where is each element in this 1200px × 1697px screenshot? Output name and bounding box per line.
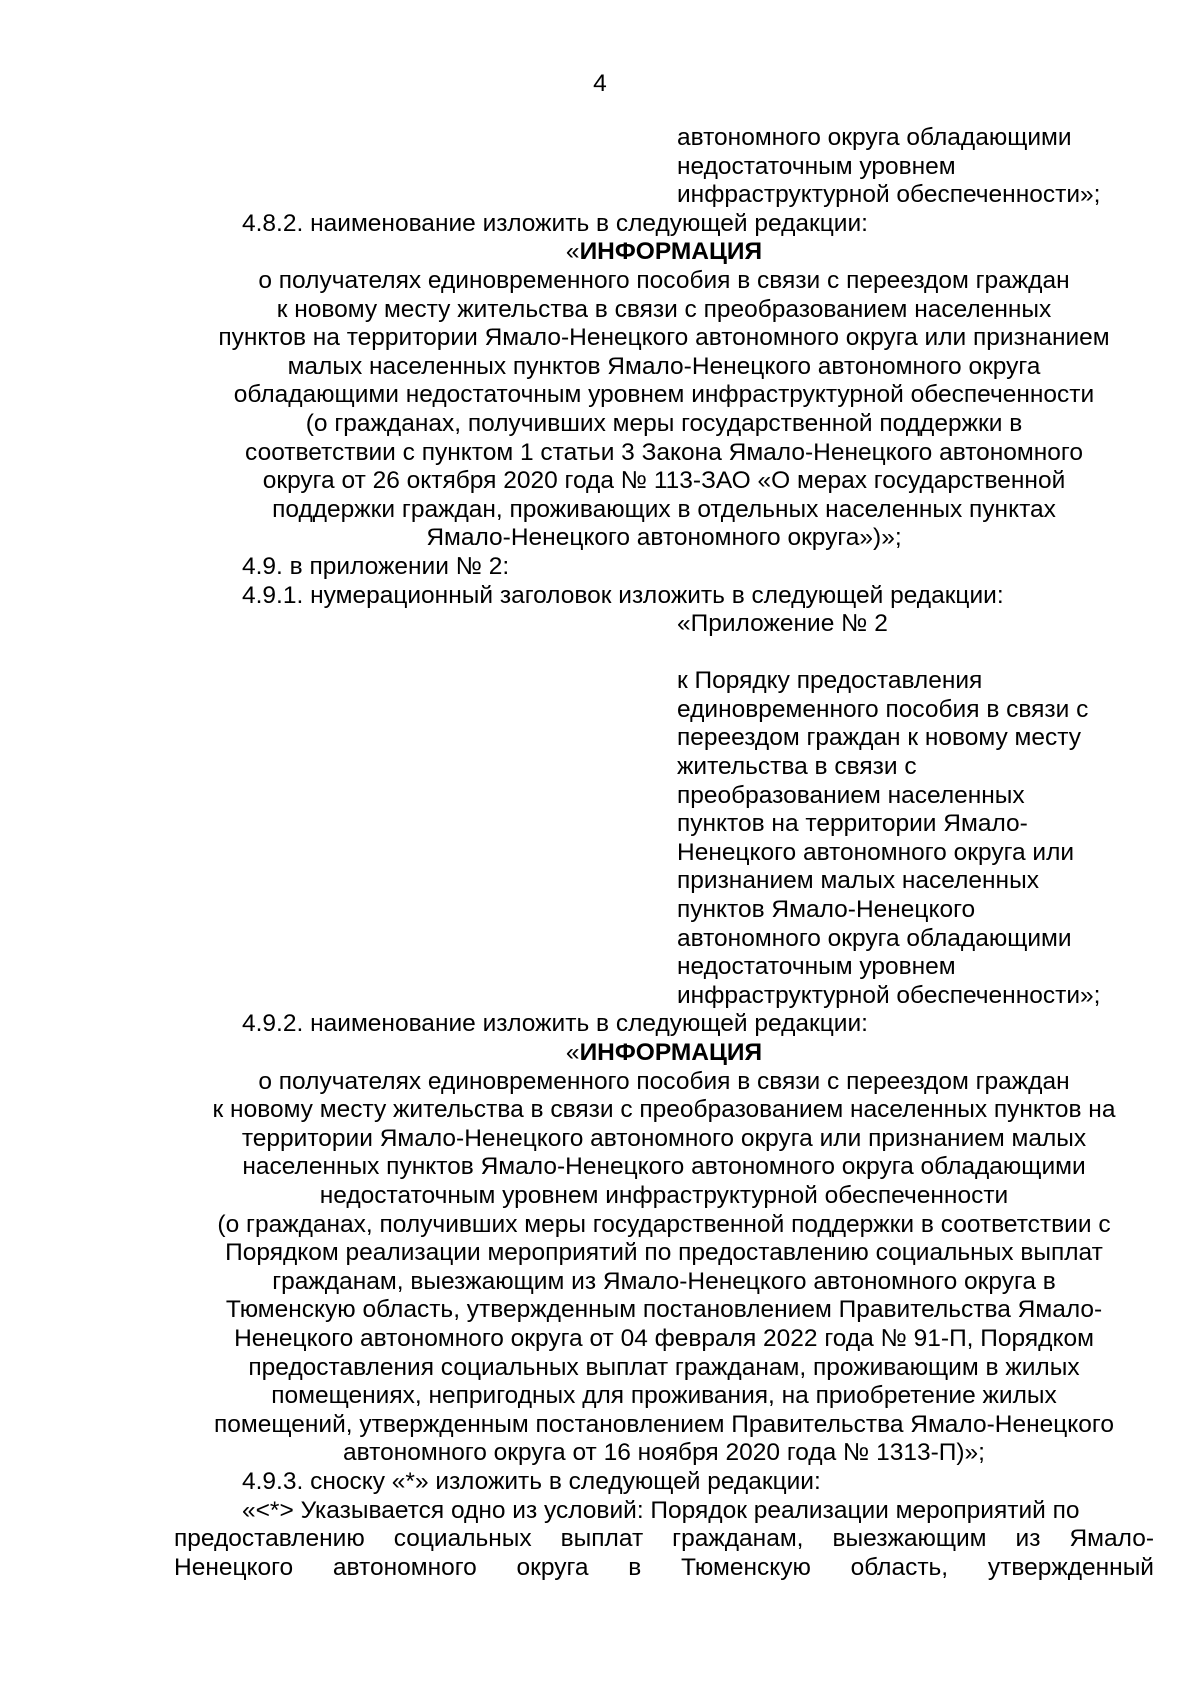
heading-quote: « bbox=[565, 238, 580, 266]
heading-title-block bbox=[174, 1068, 1154, 1468]
title-line: Порядком реализации мероприятий по предоставлению социальных выплат bbox=[225, 1239, 1103, 1267]
section-heading bbox=[174, 238, 1154, 267]
footnote-paragraph bbox=[174, 1497, 1154, 1583]
title-line: Тюменскую область, утвержденным постановлением Правительства Ямало- bbox=[225, 1296, 1103, 1324]
text-line: преобразованием населенных bbox=[677, 781, 1025, 809]
title-line: Ямало-Ненецкого автономного округа»)»; bbox=[426, 524, 902, 552]
title-line: недостаточным уровнем инфраструктурной обеспеченности bbox=[319, 1181, 1009, 1209]
text-line: инфраструктурной обеспеченности»; bbox=[677, 181, 1101, 209]
text-line: Ненецкого автономного округа или bbox=[677, 838, 1075, 866]
heading-quote: « bbox=[565, 1039, 580, 1066]
text-line: жительства в связи с bbox=[677, 753, 917, 781]
text-line: переездом граждан к новому месту bbox=[677, 724, 1082, 752]
text-line: пунктов на территории Ямало- bbox=[677, 810, 1028, 838]
title-line: соответствии с пунктом 1 статьи 3 Закона Ямало-Ненецкого автономного bbox=[245, 438, 1083, 466]
item-4-9: 4.9. в приложении № 2: bbox=[242, 552, 510, 580]
heading-title-block bbox=[174, 267, 1154, 553]
title-line: малых населенных пунктов Ямало-Ненецкого автономного округа bbox=[287, 352, 1041, 380]
title-line: обладающими недостаточным уровнем инфраструктурной обеспеченности bbox=[233, 381, 1095, 409]
footnote-line: предоставлению социальных выплат гражданам, выезжающим из Ямало- bbox=[174, 1525, 1154, 1553]
item-4-8-2: 4.8.2. наименование изложить в следующей редакции: bbox=[242, 209, 868, 237]
text-line: недостаточным уровнем bbox=[677, 953, 956, 981]
blank-line bbox=[174, 639, 1154, 668]
title-line: населенных пунктов Ямало-Ненецкого автономного округа обладающими bbox=[242, 1153, 1086, 1181]
footnote-line: Ненецкого автономного округа в Тюменскую область, утвержденный bbox=[174, 1553, 1154, 1581]
title-line: поддержки граждан, проживающих в отдельных населенных пунктах bbox=[272, 495, 1056, 523]
text-line: недостаточным уровнем bbox=[677, 152, 956, 180]
heading-word: ИНФОРМАЦИЯ bbox=[579, 1039, 763, 1066]
title-line: предоставления социальных выплат гражданам, проживающим в жилых bbox=[248, 1353, 1080, 1381]
heading-word: ИНФОРМАЦИЯ bbox=[579, 238, 763, 266]
text-line: автономного округа обладающими bbox=[677, 124, 1072, 151]
item-4-9-1: 4.9.1. нумерационный заголовок изложить в следующей редакции: bbox=[242, 581, 1004, 609]
title-line: о получателях единовременного пособия в связи с переездом граждан bbox=[258, 1067, 1070, 1095]
title-line: гражданам, выезжающим из Ямало-Ненецкого автономного округа в bbox=[272, 1267, 1056, 1295]
title-line: помещений, утвержденным постановлением Правительства Ямало-Ненецкого bbox=[214, 1410, 1114, 1438]
item-4-9-2: 4.9.2. наименование изложить в следующей редакции: bbox=[242, 1010, 868, 1038]
title-line: о получателях единовременного пособия в связи с переездом граждан bbox=[258, 266, 1070, 294]
text-line: автономного округа обладающими bbox=[677, 924, 1072, 952]
text-line: к Порядку предоставления bbox=[677, 667, 983, 695]
title-line: к новому месту жительства в связи с преобразованием населенных bbox=[276, 295, 1052, 323]
title-line: округа от 26 октября 2020 года № 113-ЗАО «О мерах государственной bbox=[262, 467, 1066, 495]
title-line: (о гражданах, получивших меры государственной поддержки в bbox=[305, 409, 1023, 437]
title-line: (о гражданах, получивших меры государственной поддержки в соответствии с bbox=[217, 1210, 1111, 1238]
title-line: к новому месту жительства в связи с преобразованием населенных пунктов на bbox=[212, 1096, 1116, 1124]
title-line: помещениях, непригодных для проживания, на приобретение жилых bbox=[271, 1382, 1057, 1410]
title-line: Ненецкого автономного округа от 04 февраля 2022 года № 91-П, Порядком bbox=[234, 1324, 1094, 1352]
page-number: 4 bbox=[593, 70, 607, 97]
footnote-line: «<*> Указывается одно из условий: Порядок реализации мероприятий по bbox=[242, 1496, 1080, 1524]
document-body bbox=[174, 124, 1154, 1582]
title-line: автономного округа от 16 ноября 2020 года № 1313-П)»; bbox=[343, 1439, 985, 1467]
text-line: инфраструктурной обеспеченности»; bbox=[677, 981, 1101, 1009]
appendix-label: «Приложение № 2 bbox=[677, 610, 888, 638]
section-heading bbox=[174, 1039, 1154, 1068]
title-line: территории Ямало-Ненецкого автономного округа или признанием малых bbox=[241, 1124, 1087, 1152]
item-4-9-3: 4.9.3. сноску «*» изложить в следующей редакции: bbox=[242, 1467, 821, 1495]
text-line: признанием малых населенных bbox=[677, 867, 1039, 895]
text-line: пунктов Ямало-Ненецкого bbox=[677, 896, 976, 924]
text-line: единовременного пособия в связи с bbox=[677, 695, 1089, 723]
appendix-header bbox=[174, 610, 1154, 1010]
title-line: пунктов на территории Ямало-Ненецкого автономного округа или признанием bbox=[218, 324, 1110, 352]
previous-appendix-tail bbox=[174, 124, 1154, 210]
